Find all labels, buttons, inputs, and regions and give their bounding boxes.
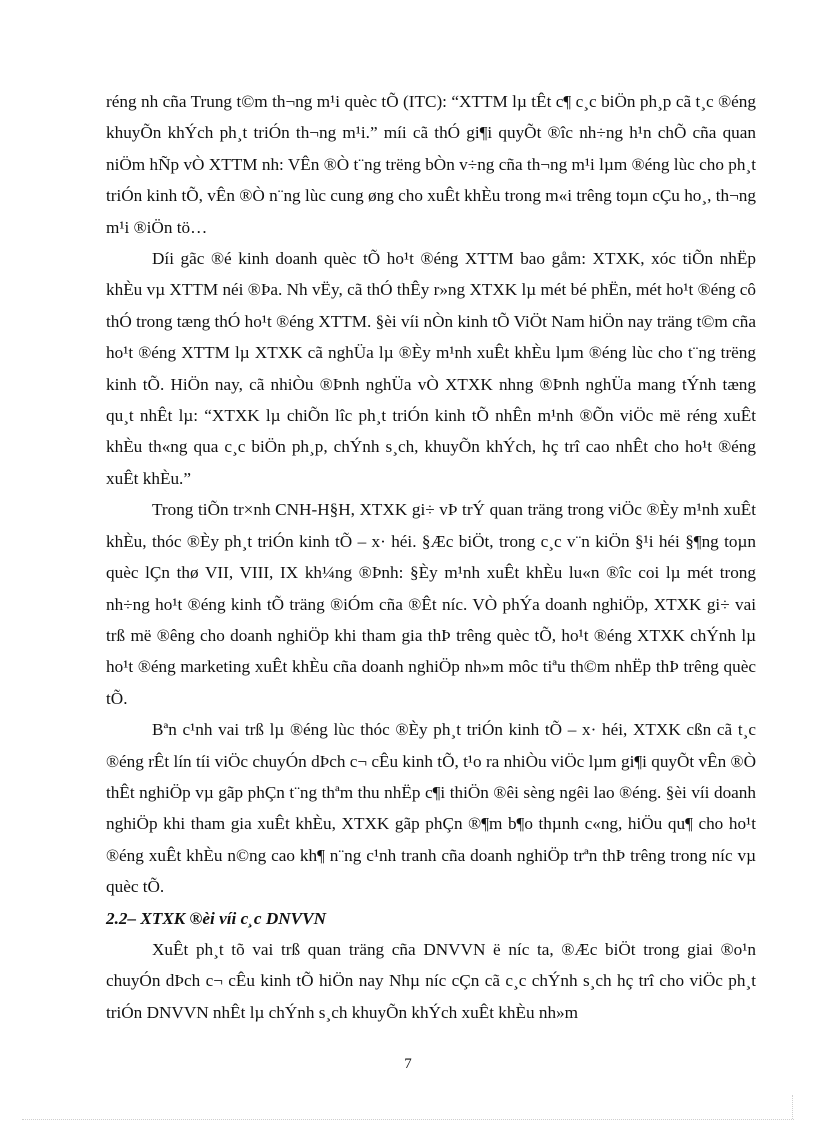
- paragraph-2: Díi gãc ®é kinh doanh quèc tÕ ho¹t ®éng XTTM bao gåm: XTXK, xóc tiÕn nhËp khÈu vµ XTTM néi ®Þa. Nh vËy, cã thÓ thÊy r»ng XTXK lµ mét bé phËn, mét ho¹t ®éng cô thÓ trong tæng thÓ ho¹t ®éng XTTM. §èi víi nÒn kinh tÕ ViÖt Nam hiÖn nay träng t©m cña ho¹t ®éng XTTM lµ XTXK cã nghÜa lµ ®Èy m¹nh xuÊt khÈu lµm ®éng lùc cho t¨ng trëng kinh tÕ. HiÖn nay, cã nhiÒu ®Þnh nghÜa vÒ XTXK nhng ®Þnh nghÜa mang tÝnh tæng qu¸t nhÊt lµ: “XTXK lµ chiÕn lîc ph¸t triÓn kinh tÕ nhÊn m¹nh ®Õn viÖc më réng xuÊt khÈu th«ng qua c¸c biÖn ph¸p, chÝnh s¸ch, khuyÕn khÝch, hç trî cao nhÊt cho ho¹t ®éng xuÊt khÈu.”: [106, 249, 756, 488]
- paragraph-1: réng nh cña Trung t©m th¬ng m¹i quèc tÕ (ITC): “XTTM lµ tÊt c¶ c¸c biÖn ph¸p cã t¸c ®éng khuyÕn khÝch ph¸t triÓn th¬ng m¹i.” míi cã thÓ gi¶i quyÕt ®îc nh÷ng h¹n chÕ cña quan niÖm hÑp vÒ XTTM nh: VÊn ®Ò t¨ng trëng bÒn v÷ng cña th¬ng m¹i lµm ®éng lùc cho ph¸t triÓn kinh tÕ, vÊn ®Ò n¨ng lùc cung øng cho xuÊt khÈu trong m«i trêng toµn cÇu ho¸, th¬ng m¹i ®iÖn tö…: [106, 92, 756, 237]
- paragraph-4: Bªn c¹nh vai trß lµ ®éng lùc thóc ®Èy ph¸t triÓn kinh tÕ – x· héi, XTXK cßn cã t¸c ®éng rÊt lín tíi viÖc chuyÓn dÞch c¬ cÊu kinh tÕ, t¹o ra nhiÒu viÖc lµm gi¶i quyÕt vÊn ®Ò thÊt nghiÖp vµ gãp phÇn t¨ng thªm thu nhËp c¶i thiÖn ®êi sèng ngêi lao ®éng. §èi víi doanh nghiÖp khi tham gia xuÊt khÈu, XTXK gãp phÇn ®¶m b¶o thµnh c«ng, hiÖu qu¶ cho ho¹t ®éng xuÊt khÈu n©ng cao kh¶ n¨ng c¹nh tranh cña doanh nghiÖp trªn thÞ trêng trong níc vµ quèc tÕ.: [106, 720, 756, 897]
- paragraph-3: Trong tiÕn tr×nh CNH-H§H, XTXK gi÷ vÞ trÝ quan träng trong viÖc ®Èy m¹nh xuÊt khÈu, thóc ®Èy ph¸t triÓn kinh tÕ – x· héi. §Æc biÖt, trong c¸c v¨n kiÖn §¹i héi §¶ng toµn quèc lÇn thø VII, VIII, IX kh¼ng ®Þnh: §Èy m¹nh xuÊt khÈu lu«n ®îc coi lµ mét trong nh÷ng ho¹t ®éng kinh tÕ träng ®iÓm cña ®Êt níc. VÒ phÝa doanh nghiÖp, XTXK gi÷ vai trß më ®êng cho doanh nghiÖp khi tham gia thÞ trêng quèc tÕ, ho¹t ®éng XTXK chÝnh lµ ho¹t ®éng marketing xuÊt khÈu cña doanh nghiÖp nh»m môc tiªu th©m nhËp thÞ trêng quèc tÕ.: [106, 500, 756, 708]
- page-number: 7: [404, 1056, 412, 1072]
- page-right-border: [792, 1095, 793, 1119]
- body-text: [106, 86, 756, 1028]
- paragraph-5: XuÊt ph¸t tõ vai trß quan träng cña DNVVN ë níc ta, ®Æc biÖt trong giai ®o¹n chuyÓn dÞch c¬ cÊu kinh tÕ hiÖn nay Nhµ níc cÇn cã c¸c chÝnh s¸ch hç trî cho viÖc ph¸t triÓn DNVVN nhÊt lµ chÝnh s¸ch khuyÕn khÝch xuÊt khÈu nh»m: [106, 939, 756, 1022]
- page-bottom-border: [22, 1119, 794, 1120]
- section-heading: 2.2– XTXK ®èi víi c¸c DNVVN: [106, 908, 327, 928]
